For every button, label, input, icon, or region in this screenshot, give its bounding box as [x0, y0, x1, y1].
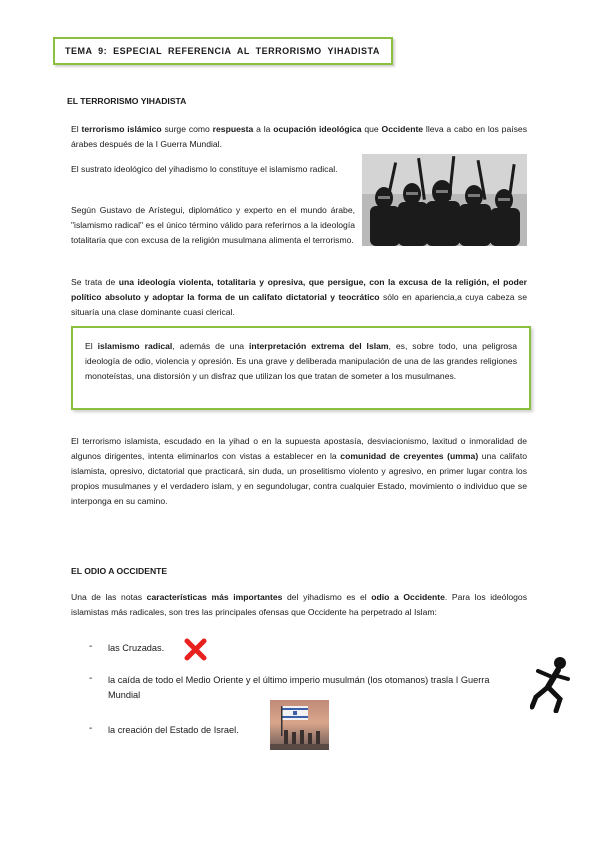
- list-item-medio-oriente: la caída de todo el Medio Oriente y el último imperio musulmán (los otomanos) trasla I Guerra Mundial: [108, 675, 490, 700]
- section-heading-odio: EL ODIO A OCCIDENTE: [71, 566, 168, 576]
- title-box: [53, 37, 393, 65]
- list-bullet: -: [89, 641, 93, 652]
- list-item-israel: la creación del Estado de Israel.: [108, 725, 239, 735]
- fighters-photo: [362, 154, 527, 246]
- paragraph-intro: El terrorismo islámico surge como respuesta a la ocupación ideológica que Occidente lleva a cabo en los países árabes después de la I Guerra Mundial.: [71, 124, 527, 149]
- flag-photo: [270, 700, 329, 750]
- section-heading-terrorismo: EL TERRORISMO YIHADISTA: [67, 96, 187, 106]
- paragraph-sustrato: El sustrato ideológico del yihadismo lo constituye el islamismo radical.: [71, 164, 338, 174]
- quote-box: [71, 326, 531, 410]
- list-bullet: -: [89, 673, 93, 684]
- running-figure-icon: [530, 655, 574, 713]
- list-bullet: -: [89, 723, 93, 734]
- page-title: TEMA 9: ESPECIAL REFERENCIA AL TERRORISMO YIHADISTA: [65, 46, 380, 56]
- paragraph-odio: Una de las notas características más importantes del yihadismo es el odio a Occidente. Para los ideólogos islamistas más radicales, son tres las principales ofensas que Occidente ha perpetrado al Islam:: [71, 592, 527, 617]
- quote-text: El islamismo radical, además de una interpretación extrema del Islam, es, sobre todo, una peligrosa ideología de odio, violencia y opresión. Es una grave y deliberada manipulación de una de las grandes religiones monoteístas, una distorsión y un disfraz que utilizan los que tratan de someter a los musulmanes.: [85, 341, 517, 381]
- paragraph-ideologia: Se trata de una ideología violenta, totalitaria y opresiva, que persigue, con la excusa de la religión, el poder político absoluto y adoptar la forma de un califato dictatorial y teocrático sólo en apariencia,a cuya cabeza se situaría una clase dominante cuasi clerical.: [71, 277, 527, 317]
- paragraph-terrorismo-islamista: El terrorismo islamista, escudado en la yihad o en la supuesta apostasía, desviacionismo, laxitud o inmoralidad de algunos dirigentes, intenta eliminarlos con vistas a establecer en la comunidad de creyentes (umma) una califato islamista, opresivo, dictatorial que practicará, sin duda, un proselitismo violento y agresivo, en primer lugar contra los propios musulmanes y el verdadero islam, y en segundolugar, contra cualquier Estado, movimiento o individuo que se interponga en su camino.: [71, 436, 527, 506]
- list-item-cruzadas: las Cruzadas.: [108, 643, 165, 653]
- red-cross-icon: [183, 637, 208, 662]
- paragraph-aristegui: Según Gustavo de Arístegui, diplomático y experto en el mundo árabe, "islamismo radical" es el único término válido para referirnos a la ideología totalitaria que con excusa de la religión musulmana alimenta el terrorismo.: [71, 205, 355, 245]
